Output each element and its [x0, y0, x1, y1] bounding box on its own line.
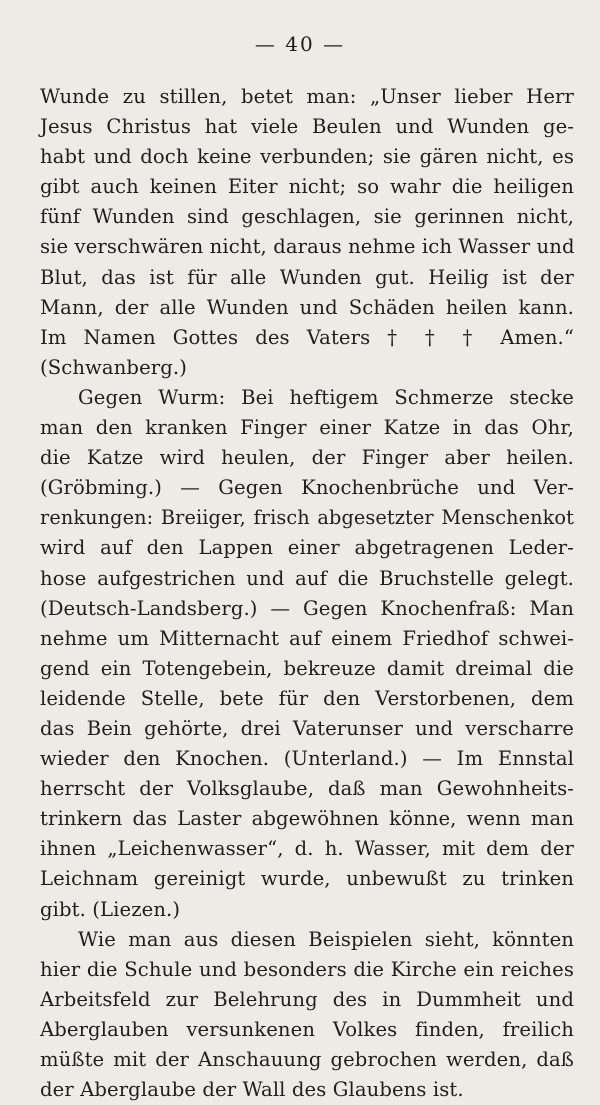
text-line: sie verschwären nicht, daraus nehme ich Wasser und — [40, 235, 575, 259]
text-line: herrscht der Volksglaube, daß man Gewohnheits- — [40, 777, 574, 801]
text-line: Wie man aus diesen Beispielen sieht, könnten — [78, 927, 574, 951]
text-line: Gegen Wurm: Bei heftigem Schmerze stecke — [78, 385, 574, 409]
text-line: (Schwanberg.) — [40, 355, 187, 379]
text-line: Jesus Christus hat viele Beulen und Wunden ge- — [40, 115, 574, 139]
text-line: die Katze wird heulen, der Finger aber heilen. — [40, 446, 574, 470]
text-line: fünf Wunden sind geschlagen, sie gerinnen nicht, — [40, 205, 574, 229]
text-line: gibt auch keinen Eiter nicht; so wahr die heiligen — [40, 175, 574, 199]
text-line: (Deutsch-Landsberg.) — Gegen Knochenfraß: Man — [40, 596, 574, 620]
text-line: gend ein Totengebein, bekreuze damit dreimal die — [40, 656, 574, 680]
text-line: Arbeitsfeld zur Belehrung des in Dummheit und — [40, 987, 574, 1011]
text-line: Wunde zu stillen, betet man: „Unser lieber Herr — [40, 85, 574, 108]
text-line: Leichnam gereinigt wurde, unbewußt zu trinken — [40, 867, 574, 891]
text-line: ihnen „Leichenwasser“, d. h. Wasser, mit dem der — [40, 837, 574, 861]
text-line: Mann, der alle Wunden und Schäden heilen kann. — [40, 295, 574, 319]
text-line: Im Namen Gottes des Vaters † † † Amen.“ — [40, 325, 574, 349]
text-line: hier die Schule und besonders die Kirche ein reiches — [40, 957, 574, 981]
text-line: müßte mit der Anschauung gebrochen werden, daß — [40, 1048, 574, 1071]
body-text — [40, 82, 574, 1105]
text-line: gibt. (Liezen.) — [40, 897, 181, 921]
text-line: Aberglauben versunkenen Volkes finden, freilich — [40, 1017, 574, 1041]
text-line: habt und doch keine verbunden; sie gären nicht, es — [40, 145, 574, 169]
text-line: trinkern das Laster abgewöhnen könne, wenn man — [40, 807, 574, 831]
page-number: — 40 — — [254, 32, 346, 56]
text-line: der Aberglaube der Wall des Glaubens ist. — [40, 1078, 464, 1102]
text-line: wieder den Knochen. (Unterland.) — Im Ennstal — [40, 747, 574, 771]
text-line: hose aufgestrichen und auf die Bruchstelle gelegt. — [40, 566, 574, 590]
text-line: (Gröbming.) — Gegen Knochenbrüche und Ver- — [40, 476, 574, 500]
text-line: wird auf den Lappen einer abgetragenen Leder- — [40, 536, 574, 560]
text-line: leidende Stelle, bete für den Verstorbenen, dem — [40, 686, 574, 710]
text-line: man den kranken Finger einer Katze in das Ohr, — [40, 416, 574, 440]
text-line: renkungen: Breiiger, frisch abgesetzter Menschenkot — [40, 506, 574, 530]
text-line: nehme um Mitternacht auf einem Friedhof schwei- — [40, 626, 574, 650]
text-line: das Bein gehörte, drei Vaterunser und verscharre — [40, 716, 574, 740]
text-line: Blut, das ist für alle Wunden gut. Heilig ist der — [40, 265, 574, 289]
